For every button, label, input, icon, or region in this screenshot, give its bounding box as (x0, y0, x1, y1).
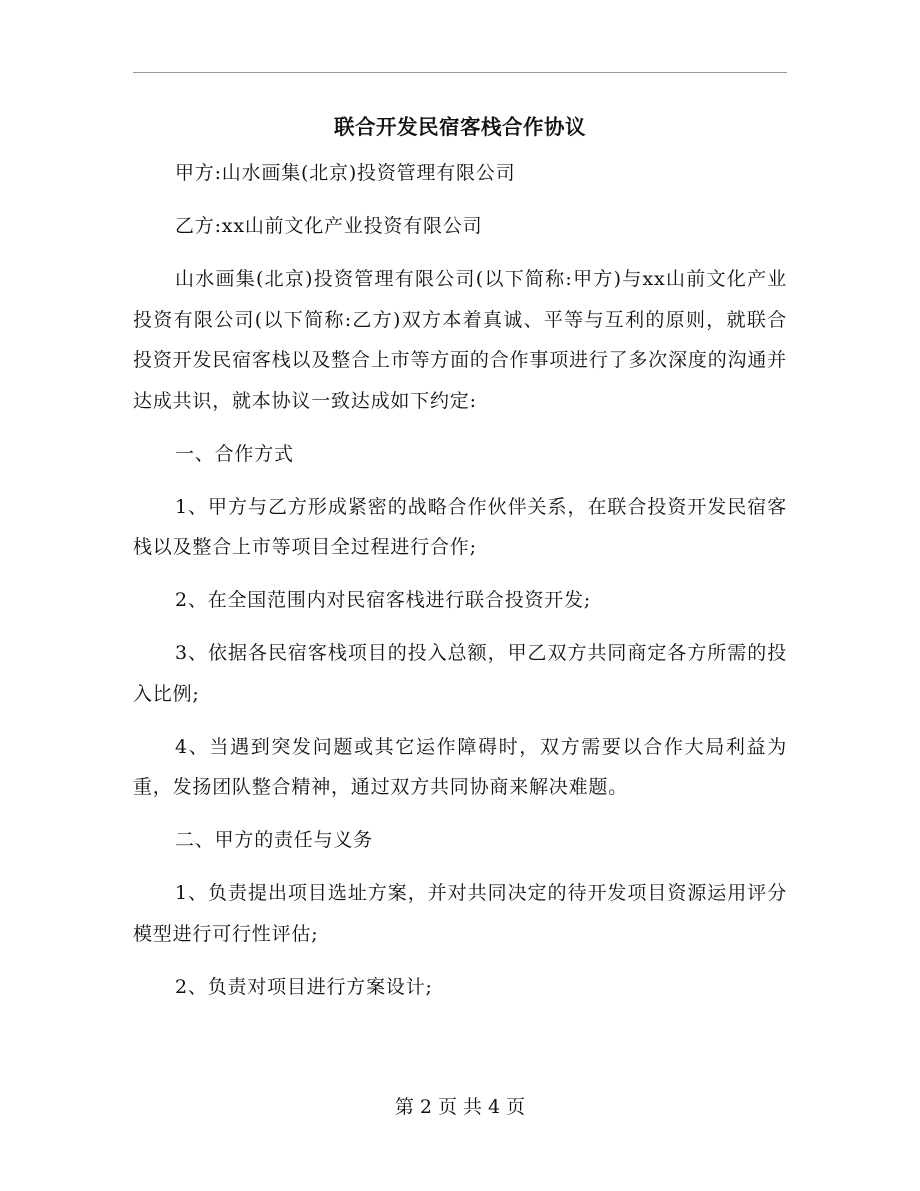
header-rule (133, 72, 787, 73)
document-body (133, 105, 787, 1020)
clause-paragraph: 2、负责对项目进行方案设计; (175, 975, 433, 998)
clause-paragraph: 4、当遇到突发问题或其它运作障碍时，双方需要以合作大局利益为重，发扬团队整合精神，通过双方共同协商来解决难题。 (133, 735, 787, 798)
party-b: 乙方:xx山前文化产业投资有限公司 (175, 215, 483, 237)
total-label: 共 (463, 1096, 483, 1118)
page-label-suffix: 页 (506, 1096, 526, 1118)
total-page-number: 4 (488, 1096, 501, 1118)
section-heading-party-a-duties: 二、甲方的责任与义务 (175, 829, 374, 851)
page-label: 页 (437, 1096, 457, 1118)
clause-paragraph: 3、依据各民宿客栈项目的投入总额，甲乙双方共同商定各方所需的投入比例; (133, 642, 787, 705)
clause-paragraph: 2、在全国范围内对民宿客栈进行联合投资开发; (175, 589, 592, 611)
clause-paragraph: 1、甲方与乙方形成紧密的战略合作伙伴关系，在联合投资开发民宿客栈以及整合上市等项目全过程进行合作; (133, 495, 787, 558)
document-title: 联合开发民宿客栈合作协议 (334, 115, 586, 139)
section-heading-cooperation: 一、合作方式 (175, 442, 294, 465)
page-label-prefix: 第 (394, 1096, 414, 1118)
current-page-number: 2 (419, 1096, 432, 1118)
page-footer (0, 1092, 920, 1122)
preamble-paragraph: 山水画集(北京)投资管理有限公司(以下简称:甲方)与xx山前文化产业投资有限公司(以下简称:乙方)双方本着真诚、平等与互利的原则，就联合投资开发民宿客栈以及整合上市等方面的合作事项进行了多次深度的沟通并达成共识，就本协议一致达成如下约定: (133, 268, 787, 412)
party-a: 甲方:山水画集(北京)投资管理有限公司 (175, 162, 516, 184)
clause-paragraph: 1、负责提出项目选址方案，并对共同决定的待开发项目资源运用评分模型进行可行性评估; (133, 882, 787, 945)
